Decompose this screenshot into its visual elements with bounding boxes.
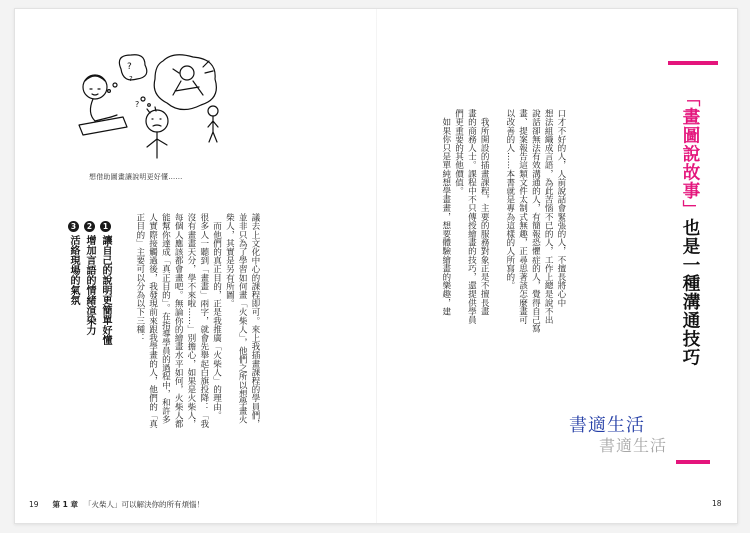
page-gutter (376, 9, 377, 523)
book-spread (14, 8, 738, 524)
purpose-item-1-text: 讓自己的說明更簡單好懂 (100, 235, 111, 345)
number-badge-3: 3 (69, 222, 78, 231)
chapter-title: 「火柴人」可以解決你的所有煩惱！ (84, 500, 204, 509)
title-bottom-accent-bar (676, 460, 710, 464)
left-page-number: 19 (29, 500, 39, 509)
svg-text:?: ? (127, 62, 132, 72)
purpose-item-2-text: 增加言語的情緒渲染力 (84, 235, 95, 335)
purpose-item-2 (83, 221, 95, 335)
watermark-shadow-text: 書適生活 (599, 436, 668, 455)
number-badge-1: 1 (101, 222, 110, 231)
left-body-text: 議去上文化中心的課程即可。來上我插畫課程的學員們， 並非只為了學習如何畫「火柴人」，他們之所以想學畫火 柴人，其實是另有所圖。 而他們的真正目的，正是我推廣「火柴人」的理由。 很多人一聽到「畫畫」兩字，就會先舉起白旗投降：「我 沒有畫畫天分，學不來啦……」別擔心，如果是火柴人， 每個人應該都會畫吧。無論你的繪畫水平如何，火柴人都 能幫你達成「真正目的」。在指導學員的過程中，和許多 人實際接觸過後，我發現前來跟我學畫的人，他們的「真 正目的」主要可以分為以下三種： (134, 213, 260, 428)
purpose-item-3-text: 活絡現場的氣氛 (68, 235, 79, 305)
right-body-text: 口才不好的人，人前說話會緊張的人，不擅長將心中 想法組織成言語，為此苦惱不已的人，工作上總是說不出 說話卻無法有效溝通的人，有簡報恐懼症的人，覺得自己寫 畫、提案報告這類文件太制式無趣，正尋思著該怎麼畫可 以改善的人……本書就是專為這樣的人所寫的。 我所開設的插畫課程，主要的服務對象正是不擅長畫 畫的商務人士。課程中不只傳授繪畫的技巧，還提供學員 們更重要的其他價值。 如果你只是單純想學畫畫，想要體驗繪畫的樂趣，建 (440, 109, 566, 333)
watermark-text: 書適生活 (569, 415, 645, 436)
chapter-label: 第 1 章 (52, 500, 78, 509)
left-page-footer (29, 499, 204, 510)
svg-text:?: ? (135, 100, 140, 109)
purpose-list (59, 221, 119, 371)
number-badge-2: 2 (85, 222, 94, 231)
title-highlight: 「畫圖說故事」 (680, 89, 700, 219)
title-rest: 也是一種溝通技巧 (680, 218, 700, 367)
stick-figure-illustration (63, 51, 223, 171)
svg-text:?: ? (129, 75, 133, 83)
chapter-section-title (678, 89, 702, 367)
purpose-item-1 (99, 221, 111, 345)
purpose-item-3 (67, 221, 79, 305)
right-page-number: 18 (712, 499, 722, 508)
illustration-caption: 想借助圖畫讓說明更好懂…… (89, 173, 183, 181)
title-top-accent-bar (668, 61, 718, 65)
